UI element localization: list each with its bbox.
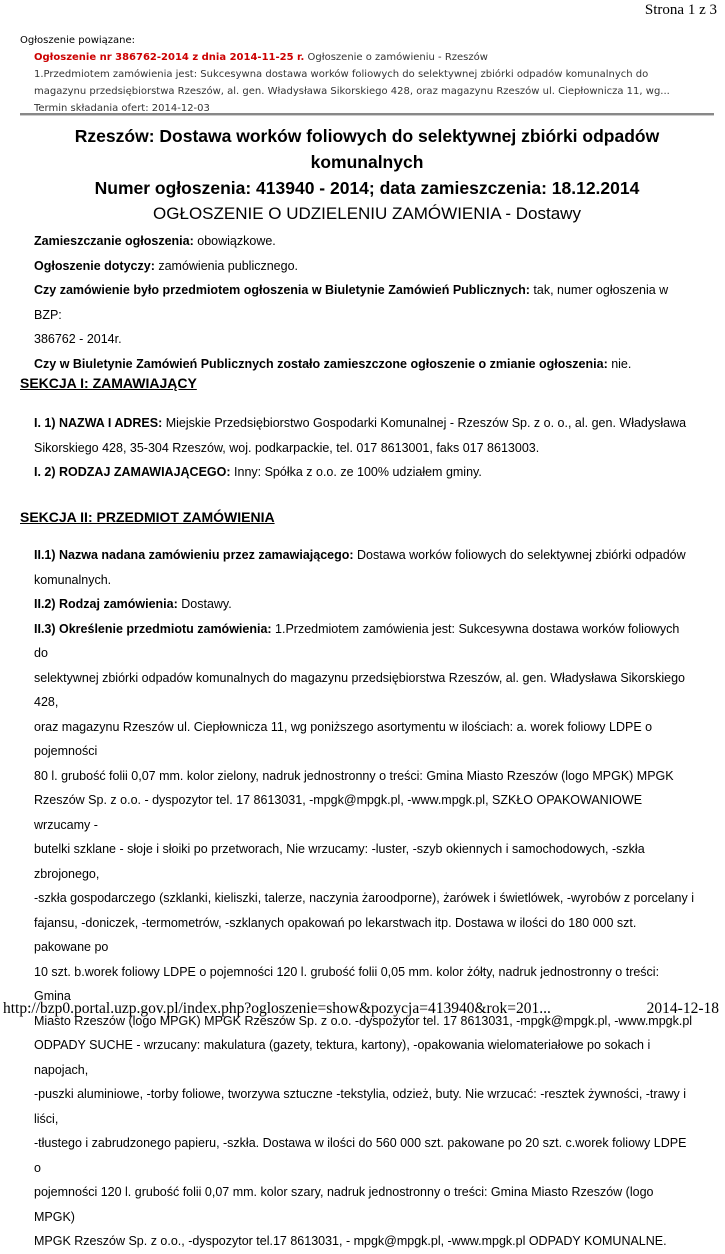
- related-notice-block: [20, 32, 710, 117]
- info-concerns-value: zamówienia publicznego.: [154, 258, 298, 273]
- notice-type-subtitle: OGŁOSZENIE O UDZIELENIU ZAMÓWIENIA - Dostawy: [153, 204, 581, 223]
- related-notice-line: [20, 49, 710, 66]
- section-2-content: [34, 543, 694, 1254]
- notice-number-line: Numer ogłoszenia: 413940 - 2014; data zamieszczenia: 18.12.2014: [94, 178, 640, 198]
- info-change: [34, 352, 694, 377]
- desc-line: 80 l. grubość folii 0,07 mm. kolor zielony, nadruk jednostronny o treści: Gmina Miasto Rzeszów (logo MPGK) MPGK: [34, 768, 674, 783]
- desc-line: -tłustego i zabrudzonego papieru, -szkła. Dostawa w ilości do 560 000 szt. pakowane po 20 szt. c.worek foliowy LDPE o: [34, 1136, 687, 1175]
- contractor-address-line: Sikorskiego 428, 35-304 Rzeszów, woj. podkarpackie, tel. 017 8613001, faks 017 8613003.: [34, 440, 540, 455]
- order-kind-label: II.2) Rodzaj zamówienia:: [34, 597, 178, 611]
- contractor-name-label: I. 1) NAZWA I ADRES:: [34, 416, 163, 430]
- info-mandatory-value: obowiązkowe.: [193, 234, 276, 248]
- section-1-content: [34, 411, 694, 485]
- related-notice-link[interactable]: Ogłoszenie nr 386762-2014 z dnia 2014-11-25 r.: [34, 52, 305, 63]
- footer-date: 2014-12-18: [646, 1000, 719, 1017]
- order-desc-first: 1.Przedmiotem zamówienia jest: Sukcesywna dostawa worków foliowych do: [34, 621, 680, 660]
- desc-line: ODPADY SUCHE - wrzucany: makulatura (gazety, tektura, kartony), -opakowania wielomateriałowe po sokach i napojach,: [34, 1038, 651, 1077]
- desc-line: Miasto Rzeszów (logo MPGK) MPGK Rzeszów Sp. z o.o. -dyspozytor tel. 17 8613031, -mpgk@mpgk.pl, -www.mpgk.pl: [34, 1013, 693, 1028]
- page-title-line-2: komunalnych: [310, 152, 424, 172]
- footer-url: http://bzp0.portal.uzp.gov.pl/index.php?ogloszenie=show&pozycja=413940&rok=201...: [3, 1000, 551, 1017]
- related-desc-line-2: magazynu przedsiębiorstwa Rzeszów, al. gen. Władysława Sikorskiego 428, oraz magazynu Rzeszów ul. Ciepłownicza 11, wg...: [34, 86, 670, 97]
- contractor-type-value: Inny: Spółka z o.o. ze 100% udziałem gminy.: [230, 465, 482, 479]
- desc-line: pojemności 120 l. grubość folii 0,07 mm. kolor szary, nadruk jednostronny o treści: Gmina Miasto Rzeszów (logo MPGK): [34, 1185, 654, 1224]
- order-desc-label: II.3) Określenie przedmiotu zamówienia:: [34, 621, 272, 636]
- desc-line: 10 szt. b.worek foliowy LDPE o pojemności 120 l. grubość folii 0,05 mm. kolor żółty, nadruk jednostronny o treści: Gmina: [34, 964, 660, 1003]
- info-change-label: Czy w Biuletynie Zamówień Publicznych zostało zamieszczone ogłoszenie o zmianie ogłoszenia:: [34, 356, 608, 371]
- contractor-name-address: [34, 411, 694, 436]
- page-number-header: Strona 1 z 3: [644, 2, 717, 18]
- info-concerns: [34, 254, 694, 279]
- info-change-value: nie.: [607, 356, 632, 371]
- order-kind: [34, 592, 694, 617]
- order-kind-value: Dostawy.: [177, 597, 232, 611]
- desc-line: butelki szklane - słoje i słoiki po przetworach, Nie wrzucamy: -luster, -szyb okiennych i samochodowych, -szkła zbrojonego,: [34, 842, 645, 881]
- section-2-heading: SEKCJA II: PRZEDMIOT ZAMÓWIENIA: [20, 509, 275, 525]
- desc-line: Rzeszów Sp. z o.o. - dyspozytor tel. 17 8613031, -mpgk@mpgk.pl, -www.mpgk.pl, SZKŁO OPAKOWANIOWE wrzucamy -: [34, 793, 643, 832]
- related-label: Ogłoszenie powiązane:: [20, 35, 136, 46]
- info-concerns-label: Ogłoszenie dotyczy:: [34, 258, 155, 273]
- order-name-cont: komunalnych.: [34, 572, 112, 587]
- contractor-type-label: I. 2) RODZAJ ZAMAWIAJĄCEGO:: [34, 465, 231, 479]
- order-description: [34, 617, 694, 666]
- info-mandatory: [34, 229, 694, 254]
- desc-line: MPGK Rzeszów Sp. z o.o., -dyspozytor tel.17 8613031, - mpgk@mpgk.pl, -www.mpgk.pl ODPADY KOMUNALNE.: [34, 1234, 667, 1248]
- desc-line: oraz magazynu Rzeszów ul. Ciepłownicza 11, wg poniższego asortymentu w ilościach: a. worek foliowy LDPE o pojemności: [34, 719, 653, 758]
- order-name-label: II.1) Nazwa nadana zamówieniu przez zamawiającego:: [34, 548, 354, 562]
- contractor-name-value: Miejskie Przedsiębiorstwo Gospodarki Komunalnej - Rzeszów Sp. z o. o., al. gen. Władysława: [162, 416, 687, 430]
- divider: [20, 113, 714, 116]
- desc-line: fajansu, -doniczek, -termometrów, -szklanych opakowań po lekarstwach itp. Dostawa w ilości do 180 000 szt. pakowane po: [34, 915, 637, 954]
- contractor-type: [34, 460, 694, 485]
- info-bzp-number: 386762 - 2014r.: [34, 332, 122, 346]
- title-block: [20, 123, 714, 227]
- order-name: [34, 543, 694, 568]
- order-name-value: Dostawa worków foliowych do selektywnej zbiórki odpadów: [353, 548, 686, 562]
- page-title-line-1: Rzeszów: Dostawa worków foliowych do selektywnej zbiórki odpadów: [74, 126, 660, 146]
- info-mandatory-label: Zamieszczanie ogłoszenia:: [34, 234, 194, 248]
- notice-info: [34, 229, 694, 376]
- section-1-heading: SEKCJA I: ZAMAWIAJĄCY: [20, 375, 197, 391]
- info-bzp: [34, 278, 694, 327]
- related-deadline: Termin składania ofert: 2014-12-03: [34, 103, 210, 114]
- desc-line: -szkła gospodarczego (szklanki, kieliszki, talerze, naczynia żaroodporne), żarówek i świetlówek, -wyrobów z porcelany i: [34, 891, 694, 905]
- related-desc-line-1: 1.Przedmiotem zamówienia jest: Sukcesywna dostawa worków foliowych do selektywnej zbiórki odpadów komunalnych do: [34, 69, 649, 80]
- desc-line: selektywnej zbiórki odpadów komunalnych do magazynu przedsiębiorstwa Rzeszów, al. gen. Władysława Sikorskiego 428,: [34, 670, 686, 709]
- info-bzp-label: Czy zamówienie było przedmiotem ogłoszenia w Biuletynie Zamówień Publicznych:: [34, 283, 530, 297]
- info-bzp-value: tak, numer ogłoszenia w BZP:: [34, 283, 669, 322]
- desc-line: -puszki aluminiowe, -torby foliowe, tworzywa sztuczne -tekstylia, odzież, buty. Nie wrzucać: -resztek żywności, -trawy i liści,: [34, 1087, 687, 1126]
- related-notice-rest: Ogłoszenie o zamówieniu - Rzeszów: [304, 52, 488, 63]
